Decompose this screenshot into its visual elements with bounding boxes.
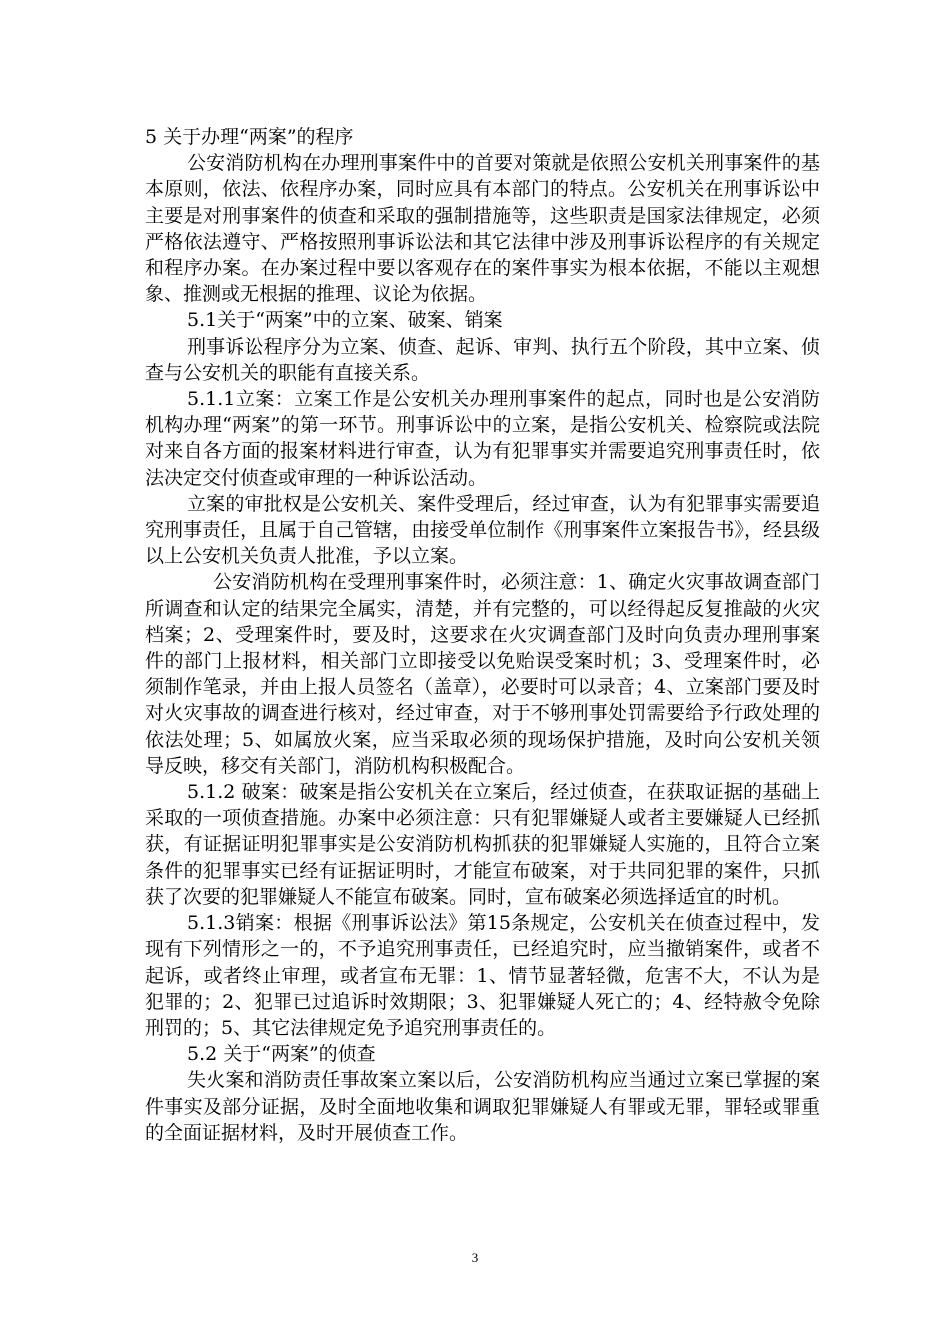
- page-number: 3: [471, 1250, 479, 1265]
- body-paragraph: 公安消防机构在办理刑事案件中的首要对策就是依照公安机关刑事案件的基本原则，依法、依程序办案，同时应具有本部门的特点。公安机关在刑事诉讼中主要是对刑事案件的侦查和采取的强制措施等，这些职责是国家法律规定，必须严格依法遵守、严格按照刑事诉讼法和其它法律中涉及刑事诉讼程序的有关规定和程序办案。在办案过程中要以客观存在的案件事实为根本依据，不能以主观想象、推测或无根据的推理、议论为依据。: [145, 152, 820, 306]
- document-body: [145, 124, 820, 1146]
- subsection-heading: 5.2 关于“两案”的侦查: [187, 1043, 376, 1066]
- body-paragraph: 立案的审批权是公安机关、案件受理后，经过审查，认为有犯罪事实需要追究刑事责任，且属于自己管辖，由接受单位制作《刑事案件立案报告书》，经县级以上公安机关负责人批准，予以立案。: [145, 492, 820, 568]
- body-paragraph: 失火案和消防责任事故案立案以后，公安消防机构应当通过立案已掌握的案件事实及部分证据，及时全面地收集和调取犯罪嫌疑人有罪或无罪，罪轻或罪重的全面证据材料，及时开展侦查工作。: [145, 1069, 820, 1144]
- subsection-heading: 5.1关于“两案”中的立案、破案、销案: [187, 309, 503, 332]
- body-paragraph: 5.1.2 破案：破案是指公安机关在立案后，经过侦查，在获取证据的基础上采取的一项侦查措施。办案中必须注意：只有犯罪嫌疑人或者主要嫌疑人已经抓获，有证据证明犯罪事实是公安消防机构抓获的犯罪嫌疑人实施的，且符合立案条件的犯罪事实已经有证据证明时，才能宣布破案，对于共同犯罪的案件，只抓获了次要的犯罪嫌疑人不能宣布破案。同时，宣布破案必须选择适宜的时机。: [145, 781, 820, 908]
- body-paragraph: 5.1.1立案：立案工作是公安机关办理刑事案件的起点，同时也是公安消防机构办理“两案”的第一环节。刑事诉讼中的立案，是指公安机关、检察院或法院对来自各方面的报案材料进行审查，认为有犯罪事实并需要追究刑事责任时，依法决定交付侦查或审理的一种诉讼活动。: [145, 388, 820, 489]
- section-heading: 5 关于办理“两案”的程序: [145, 126, 354, 148]
- body-paragraph: 5.1.3销案：根据《刑事诉讼法》第15条规定，公安机关在侦查过程中，发现有下列情形之一的，不予追究刑事责任，已经追究时，应当撤销案件，或者不起诉，或者终止审理，或者宣布无罪：1、情节显著轻微，危害不大，不认为是犯罪的；2、犯罪已过追诉时效期限；3、犯罪嫌疑人死亡的；4、经特赦令免除刑罚的；5、其它法律规定免予追究刑事责任的。: [145, 912, 820, 1039]
- body-paragraph: 公安消防机构在受理刑事案件时，必须注意：1、确定火灾事故调查部门所调查和认定的结果完全属实，清楚，并有完整的，可以经得起反复推敲的火灾档案；2、受理案件时，要及时，这要求在火灾调查部门及时向负责办理刑事案件的部门上报材料，相关部门立即接受以免贻误受案时机；3、受理案件时，必须制作笔录，并由上报人员签名（盖章），必要时可以录音；4、立案部门要及时对火灾事故的调查进行核对，经过审查，对于不够刑事处罚需要给予行政处理的依法处理；5、如属放火案，应当采取必须的现场保护措施，及时向公安机关领导反映，移交有关部门，消防机构积极配合。: [145, 571, 820, 777]
- body-paragraph: 刑事诉讼程序分为立案、侦查、起诉、审判、执行五个阶段，其中立案、侦查与公安机关的职能有直接关系。: [145, 335, 820, 384]
